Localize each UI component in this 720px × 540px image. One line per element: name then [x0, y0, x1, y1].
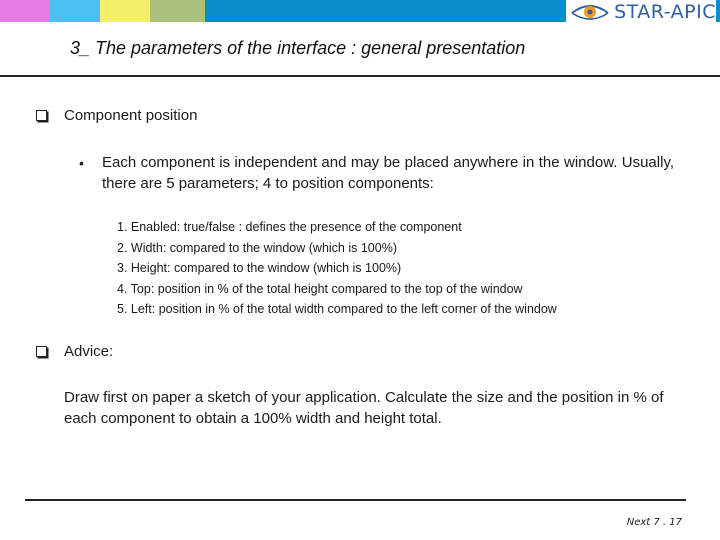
header-segment-green: [150, 0, 205, 22]
page-number: Next 7 . 17: [626, 517, 682, 528]
page-title: 3_ The parameters of the interface : general presentation: [70, 38, 526, 58]
square-bullet-icon: [36, 346, 47, 357]
list-item: 2. Width: compared to the window (which is 100%): [117, 240, 397, 255]
brand-logo: [566, 0, 716, 24]
parameter-list: [117, 217, 557, 320]
section-label-component-position: Component position: [64, 107, 198, 124]
brand-name: STAR-APIC: [614, 1, 716, 23]
eye-logo-icon: [570, 1, 610, 23]
list-item: 3. Height: compared to the window (which is 100%): [117, 261, 402, 275]
list-item: 1. Enabled: true/false : defines the presence of the component: [117, 220, 462, 234]
footer-divider: [25, 499, 686, 501]
header-segment-pink: [0, 0, 50, 22]
header-segment-yellow: [100, 0, 150, 22]
section-label-advice: Advice:: [64, 343, 114, 360]
advice-paragraph: Draw first on paper a sketch of your application. Calculate the size and the position in % of each component to obtain a 100% width and height total.: [64, 389, 664, 427]
list-item: 4. Top: position in % of the total height compared to the top of the window: [117, 281, 523, 296]
bullet-dot-icon: •: [79, 155, 84, 171]
component-position-paragraph: Each component is independent and may be placed anywhere in the window. Usually, there are 5 parameters; 4 to position components:: [102, 154, 674, 192]
square-bullet-icon: [36, 110, 47, 121]
list-item: 5. Left: position in % of the total width compared to the left corner of the window: [117, 302, 557, 316]
title-divider: [0, 75, 720, 77]
header-segment-cyan: [50, 0, 100, 22]
